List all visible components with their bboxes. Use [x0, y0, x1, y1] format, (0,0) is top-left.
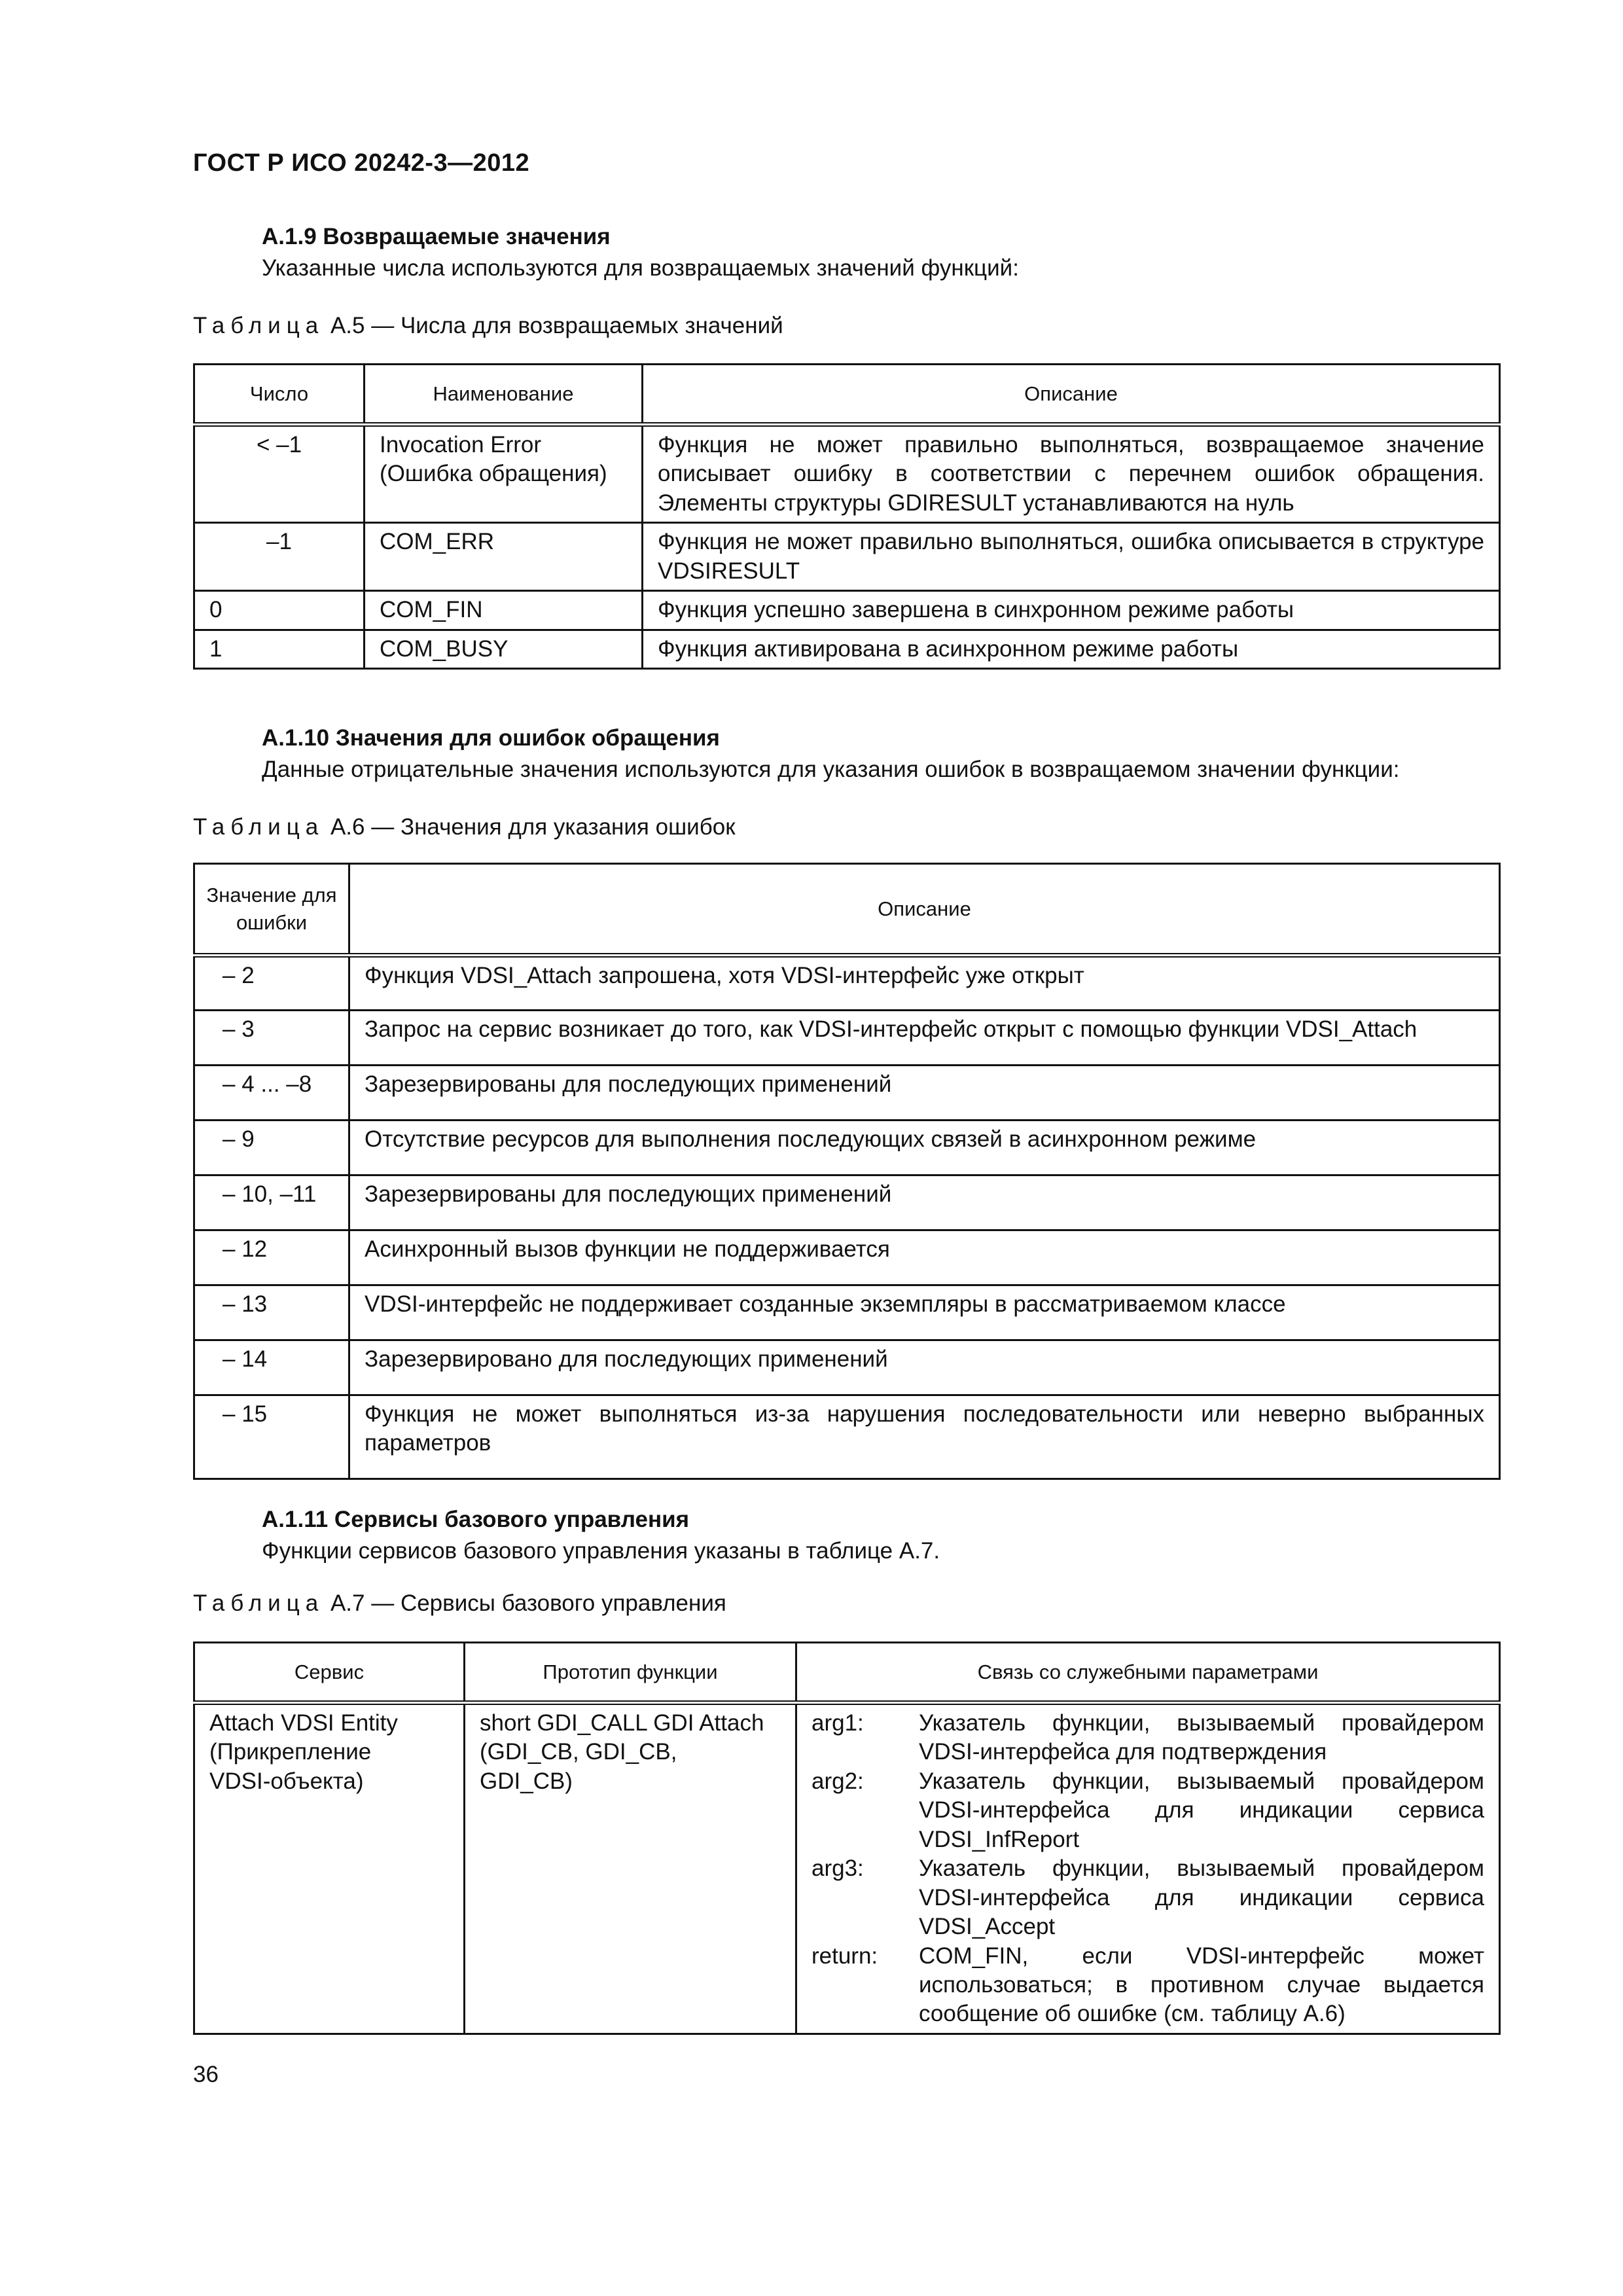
- table-row: [194, 425, 1500, 523]
- table-a6-cell-value: – 4 ... –8: [194, 1066, 349, 1121]
- table-a5-cell-description: Функция успешно завершена в синхронном режиме работы: [643, 591, 1500, 630]
- table-a5-cell-number: 0: [194, 591, 365, 630]
- parameter-row: [812, 1854, 1484, 1941]
- table-a6-cell-description: Функция не может выполняться из-за нарушения последовательности или неверно выбранных параметров: [349, 1395, 1500, 1479]
- table-a5-caption: [193, 313, 783, 339]
- table-a6-cell-value: – 10, –11: [194, 1175, 349, 1230]
- parameter-value: COM_FIN, если VDSI-интерфейс может использоваться; в противном случае выдается сообщение об ошибке (см. таблицу А.6): [919, 1943, 1484, 2027]
- table-a6-cell-description: Зарезервированы для последующих применений: [349, 1066, 1500, 1121]
- table-a5-header-name: Наименование: [365, 365, 643, 425]
- table-row: [194, 1230, 1500, 1285]
- table-row: [194, 1703, 1500, 2034]
- table-a5-cell-number: < –1: [194, 425, 365, 523]
- table-a7-caption-title: А.7 — Сервисы базового управления: [324, 1590, 726, 1616]
- table-row: [194, 1066, 1500, 1121]
- parameter-value: Указатель функции, вызываемый провайдером VDSI-интерфейса для индикации сервиса VDSI_Accept: [919, 1856, 1484, 1940]
- table-a5-cell-name: COM_FIN: [365, 591, 643, 630]
- table-a5-header-number: Число: [194, 365, 365, 425]
- table-a7-cell-prototype: short GDI_CALL GDI Attach (GDI_CB, GDI_CB, GDI_CB): [465, 1703, 796, 2034]
- table-row: [194, 1285, 1500, 1340]
- table-row: [194, 630, 1500, 668]
- table-a5: [193, 363, 1501, 670]
- table-a7-cell-parameters: [796, 1703, 1500, 2034]
- table-a6-cell-description: Зарезервировано для последующих применений: [349, 1340, 1500, 1395]
- table-row: [194, 591, 1500, 630]
- table-row: [194, 1175, 1500, 1230]
- table-row: [194, 1121, 1500, 1175]
- table-a5-caption-title: А.5 — Числа для возвращаемых значений: [324, 313, 783, 338]
- table-a6-cell-value: – 14: [194, 1340, 349, 1395]
- parameter-key: arg2:: [812, 1768, 864, 1794]
- section-text-a-1-10: Данные отрицательные значения используются для указания ошибок в возвращаемом значении функции:: [262, 757, 1400, 782]
- section-heading-a-1-9: А.1.9 Возвращаемые значения: [262, 224, 611, 249]
- parameter-key: return:: [812, 1943, 878, 1969]
- table-a6-cell-description: Запрос на сервис возникает до того, как VDSI-интерфейс открыт с помощью функции VDSI_Attach: [349, 1011, 1500, 1066]
- table-a5-cell-name-line: (Ошибка обращения): [380, 461, 607, 487]
- table-a7-header-prototype: Прототип функции: [465, 1643, 796, 1703]
- table-row: [194, 523, 1500, 591]
- table-a6-cell-value: – 9: [194, 1121, 349, 1175]
- parameter-row: [812, 1767, 1484, 1854]
- parameter-key: arg1:: [812, 1710, 864, 1736]
- table-a7-caption: [193, 1590, 726, 1617]
- table-a5-cell-description: Функция не может правильно выполняться, ошибка описывается в структуре VDSIRESULT: [643, 523, 1500, 591]
- table-a6-cell-description: Отсутствие ресурсов для выполнения последующих связей в асинхронном режиме: [349, 1121, 1500, 1175]
- table-a6-cell-description: Функция VDSI_Attach запрошена, хотя VDSI-интерфейс уже открыт: [349, 956, 1500, 1011]
- table-a6-cell-value: – 13: [194, 1285, 349, 1340]
- table-a7-cell-service: Attach VDSI Entity (Прикрепление VDSI-объекта): [194, 1703, 465, 2034]
- table-a6-cell-value: – 2: [194, 956, 349, 1011]
- table-a6-caption-title: А.6 — Значения для указания ошибок: [324, 814, 736, 840]
- table-a7-header-parameters: Связь со служебными параметрами: [796, 1643, 1500, 1703]
- table-a5-cell-name: COM_ERR: [365, 523, 643, 591]
- table-a6-caption: [193, 814, 736, 840]
- table-row: [194, 1395, 1500, 1479]
- table-a5-cell-name: COM_BUSY: [365, 630, 643, 668]
- parameter-row: [812, 1942, 1484, 2029]
- document-header: ГОСТ Р ИСО 20242-3—2012: [193, 149, 530, 177]
- table-a5-cell-number: 1: [194, 630, 365, 668]
- table-a6-cell-description: VDSI-интерфейс не поддерживает созданные экземпляры в рассматриваемом классе: [349, 1285, 1500, 1340]
- table-a7-header-service: Сервис: [194, 1643, 465, 1703]
- table-a6-cell-description: Асинхронный вызов функции не поддерживается: [349, 1230, 1500, 1285]
- table-a7-caption-label: Таблица: [193, 1590, 325, 1616]
- table-a5-cell-name-line: Invocation Error: [380, 432, 542, 457]
- table-a7: [193, 1641, 1501, 2035]
- table-a6-header-description: Описание: [349, 864, 1500, 956]
- section-heading-a-1-11: А.1.11 Сервисы базового управления: [262, 1507, 690, 1532]
- table-a6-cell-value: – 12: [194, 1230, 349, 1285]
- table-row: [194, 1340, 1500, 1395]
- parameter-value: Указатель функции, вызываемый провайдером VDSI-интерфейса для индикации сервиса VDSI_InfReport: [919, 1768, 1484, 1852]
- parameter-row: [812, 1709, 1484, 1767]
- table-a6-cell-description: Зарезервированы для последующих применений: [349, 1175, 1500, 1230]
- section-text-a-1-9: Указанные числа используются для возвращаемых значений функций:: [262, 255, 1019, 281]
- parameter-key: arg3:: [812, 1856, 864, 1882]
- table-row: [194, 956, 1500, 1011]
- section-text-a-1-11: Функции сервисов базового управления указаны в таблице А.7.: [262, 1538, 940, 1564]
- table-row: [194, 1011, 1500, 1066]
- table-a5-caption-label: Таблица: [193, 313, 325, 338]
- table-a6: [193, 863, 1501, 1480]
- table-a6-header-value: Значение для ошибки: [194, 864, 349, 956]
- table-a5-cell-name: [365, 425, 643, 523]
- section-heading-a-1-10: А.1.10 Значения для ошибок обращения: [262, 725, 720, 751]
- table-a5-cell-description: Функция не может правильно выполняться, возвращаемое значение описывает ошибку в соответствии с перечнем ошибок обращения. Элементы структуры GDIRESULT устанавливаются на нуль: [643, 425, 1500, 523]
- table-a5-cell-number: –1: [194, 523, 365, 591]
- page-number: 36: [193, 2062, 219, 2087]
- table-a5-cell-description: Функция активирована в асинхронном режиме работы: [643, 630, 1500, 668]
- table-a5-header-description: Описание: [643, 365, 1500, 425]
- table-a6-cell-value: – 3: [194, 1011, 349, 1066]
- parameter-value: Указатель функции, вызываемый провайдером VDSI-интерфейса для подтверждения: [919, 1710, 1484, 1765]
- table-a6-cell-value: – 15: [194, 1395, 349, 1479]
- table-a6-caption-label: Таблица: [193, 814, 325, 840]
